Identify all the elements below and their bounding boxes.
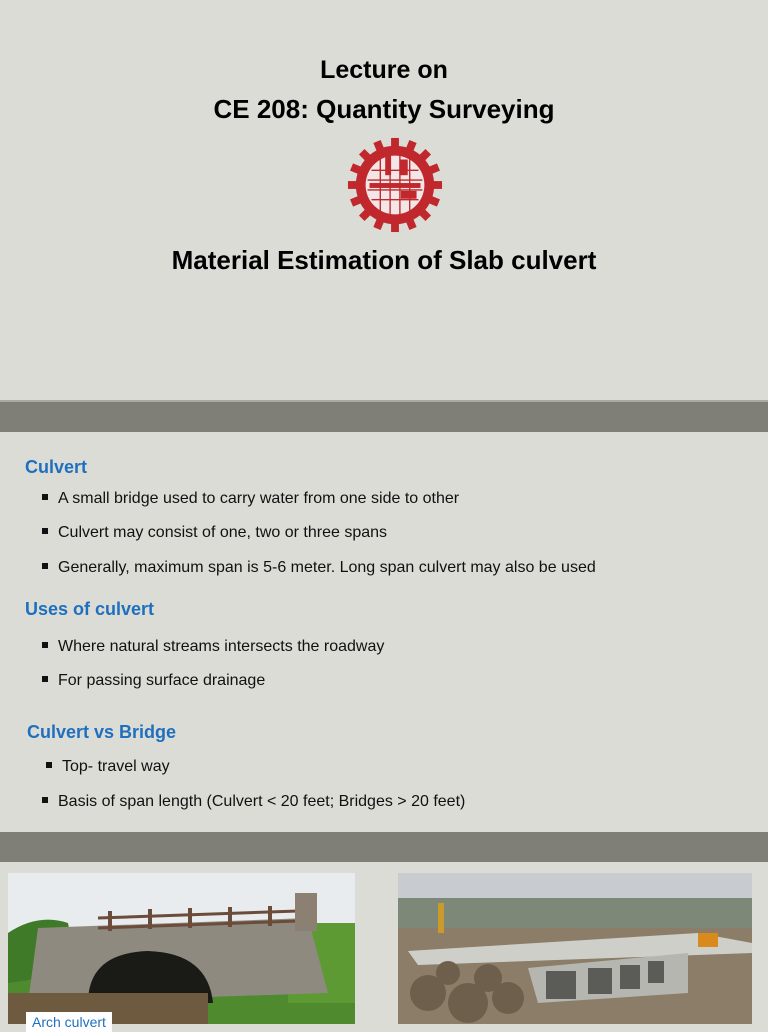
slide-divider	[0, 832, 768, 862]
arch-culvert-caption: Arch culvert	[26, 1012, 112, 1032]
list-item: For passing surface drainage	[42, 672, 265, 690]
list-item: A small bridge used to carry water from one side to other	[42, 490, 459, 508]
bullet-icon	[42, 563, 48, 569]
list-item: Generally, maximum span is 5-6 meter. Long span culvert may also be used	[42, 559, 596, 577]
list-item: Culvert may consist of one, two or three spans	[42, 524, 387, 542]
lecture-title: Lecture on	[320, 56, 448, 84]
list-item: Where natural streams intersects the roadway	[42, 638, 384, 656]
course-title: CE 208: Quantity Surveying	[213, 94, 555, 124]
image-slide	[0, 862, 768, 1030]
bullet-icon	[46, 762, 52, 768]
content-slide	[0, 432, 768, 832]
title-slide	[0, 0, 768, 400]
bullet-icon	[42, 494, 48, 500]
box-culvert-photo	[398, 873, 752, 1024]
slide-divider	[0, 400, 768, 434]
list-item: Top- travel way	[46, 758, 170, 776]
arch-culvert-photo	[8, 873, 355, 1024]
bullet-icon	[42, 528, 48, 534]
bullet-icon	[42, 642, 48, 648]
heading-culvert: Culvert	[25, 457, 88, 477]
university-gear-logo-icon	[346, 136, 444, 234]
bullet-icon	[42, 676, 48, 682]
bullet-icon	[42, 797, 48, 803]
slide-subtitle: Material Estimation of Slab culvert	[171, 245, 597, 275]
list-item: Basis of span length (Culvert < 20 feet; Bridges > 20 feet)	[42, 793, 465, 811]
heading-uses: Uses of culvert	[25, 599, 155, 619]
heading-culvert-vs-bridge: Culvert vs Bridge	[27, 722, 177, 742]
